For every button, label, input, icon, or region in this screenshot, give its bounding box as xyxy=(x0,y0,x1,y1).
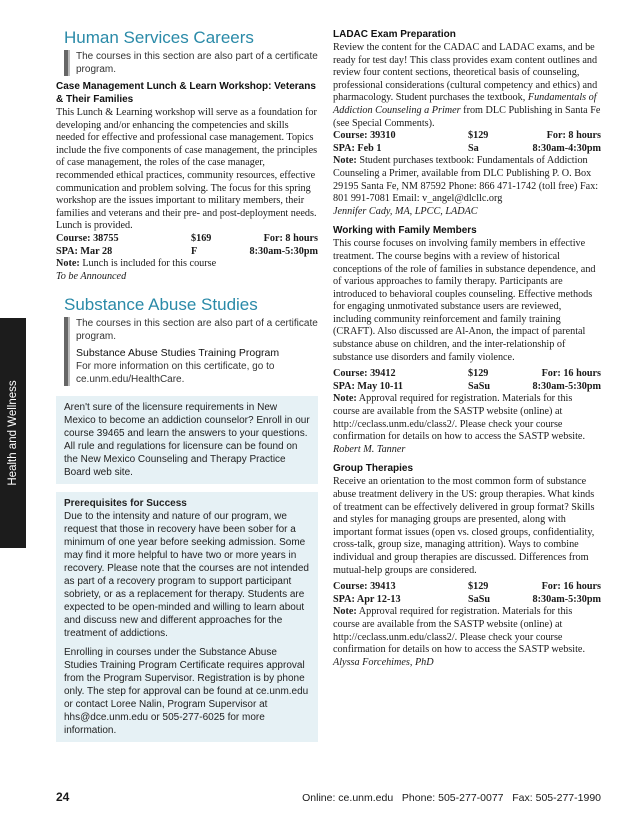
licensure-info-box xyxy=(56,396,318,484)
ladac-description xyxy=(333,42,601,130)
session-day: Sa xyxy=(468,142,479,154)
note-label: Note: xyxy=(56,258,80,270)
session-date: SPA: Mar 28 xyxy=(56,245,113,257)
ladac-description-a: Review the content for the CADAC and LADAC exams, and be ready for test day! This class provides exam content outlines and review four content sections, theoretical basis of counseling, professional considerations (cultural competency and ethics) and pharmacology. Student purchases the textbook, xyxy=(333,42,598,104)
licensure-info-text: Aren't sure of the licensure requirements in New Mexico to become an addiction counselor? Enroll in our course 39465 and learn the answers to your questions. All rule and regulations for licensure can be found on the New Mexico Counseling and Therapy Practice Board web site. xyxy=(64,402,310,479)
session-date: SPA: Apr 12-13 xyxy=(333,593,401,605)
left-column xyxy=(56,28,318,742)
prerequisites-text: Due to the intensity and nature of our program, we request that those in recovery have been sober for a minimum of one year before seeking admission. Some may find it more helpful to have two or more years in recovery. Please note that the courses are not intended as part of a recovery program to support participant sobriety, or as a replacement for therapy. Students are expected to be open-minded and willing to learn about and discuss new and different approaches for the treatment of addictions. xyxy=(64,511,309,640)
session-date: SPA: May 10-11 xyxy=(333,380,403,392)
human-services-cert-note: The courses in this section are also part of a certificate program. xyxy=(64,50,318,76)
course-number: Course: 38755 xyxy=(56,232,119,244)
case-management-spa-line xyxy=(56,246,318,259)
session-time: 8:30am-5:30pm xyxy=(532,380,601,392)
group-description: Receive an orientation to the most common form of substance abuse treatment delivery in the US: group therapies. What kinds of treatment can be effectively delivered in group format? Skills and styles for managing groups are presented, along with important format issues (open vs. closed groups, confidentiality, cross-talk, group size, managing attrition). Ways to combine individual and group therapies are discussed. Differences from mutual-help groups are considered. xyxy=(333,476,595,576)
group-instructor: Alyssa Forcehimes, PhD xyxy=(333,656,434,668)
course-price: $169 xyxy=(191,232,212,244)
page-number: 24 xyxy=(56,790,70,804)
case-management-title: Case Management Lunch & Learn Workshop: Veterans & Their Families xyxy=(56,81,316,105)
ladac-title: LADAC Exam Preparation xyxy=(333,29,456,40)
course-number: Course: 39413 xyxy=(333,581,396,593)
note-label: Note: xyxy=(333,393,357,405)
substance-abuse-cert-note xyxy=(64,317,318,386)
prerequisites-box xyxy=(56,492,318,742)
session-day: SaSu xyxy=(468,593,491,605)
course-hours: For: 8 hours xyxy=(263,232,318,244)
human-services-heading: Human Services Careers xyxy=(64,28,254,47)
substance-abuse-cert-text: The courses in this section are also part of a certificate program. xyxy=(76,318,318,343)
note-text: Approval required for registration. Materials for this course are available from the SASTP website (online) at http://ceclass.unm.edu/class2/. Please check your course confirmation for details on how to access the SASTP website. xyxy=(333,606,585,656)
right-column xyxy=(333,28,601,669)
session-time: 8:30am-4:30pm xyxy=(532,142,601,154)
ladac-course-line xyxy=(333,130,601,143)
session-date: SPA: Feb 1 xyxy=(333,142,382,154)
course-price: $129 xyxy=(468,368,489,380)
session-day: F xyxy=(191,245,198,257)
program-name: Substance Abuse Studies Training Program xyxy=(76,347,280,360)
group-spa-line xyxy=(333,594,601,607)
group-course-line xyxy=(333,581,601,594)
ladac-spa-line xyxy=(333,143,601,156)
family-course-line xyxy=(333,368,601,381)
note-text: Student purchases textbook: Fundamentals of Addiction Counseling a Primer, available from DLC Publishing P. O. Box 29195 Santa Fe, NM 87592 Phone: 866 471-1742 (toll free) Fax: 801 991-7081 Email: v_angel@dlcllc.org xyxy=(333,155,599,205)
session-time: 8:30am-5:30pm xyxy=(249,245,318,257)
family-description: This course focuses on involving family members in effective treatment. The course begins with a review of historical conceptions of the role of families in substance dependence, and of various approaches to family therapy. Participants are introduced to behavioral couples counseling. Effective methods for engaging unmotivated substance users are reviewed, including community reinforcement and family training (CRAFT). Also discussed are Al-Anon, the impact of parental substance abuse on children, and the inter-relationship of substance use disorders and family violence. xyxy=(333,238,596,363)
ladac-book-title: Fundamentals of Addiction Counseling a Primer xyxy=(333,92,597,116)
course-price: $129 xyxy=(468,581,489,593)
case-management-note xyxy=(56,258,318,271)
ladac-instructor: Jennifer Cady, MA, LPCC, LADAC xyxy=(333,205,478,217)
course-price: $129 xyxy=(468,130,489,142)
family-title: Working with Family Members xyxy=(333,225,477,237)
ladac-description-b: from DLC Publishing in Santa Fe (see Special Comments). xyxy=(333,104,601,129)
group-note xyxy=(333,606,601,656)
course-hours: For: 16 hours xyxy=(541,368,601,380)
family-note xyxy=(333,393,601,443)
case-management-course-line xyxy=(56,233,318,246)
note-text: Lunch is included for this course xyxy=(79,258,217,270)
group-title: Group Therapies xyxy=(333,463,414,475)
side-tab-label: Health and Wellness xyxy=(7,380,19,486)
session-day: SaSu xyxy=(468,380,491,392)
course-hours: For: 16 hours xyxy=(541,581,601,593)
case-management-instructor: To be Announced xyxy=(56,270,127,282)
family-instructor: Robert M. Tanner xyxy=(333,443,406,455)
ladac-note xyxy=(333,155,601,205)
course-number: Course: 39310 xyxy=(333,130,396,142)
course-number: Course: 39412 xyxy=(333,368,396,380)
family-spa-line xyxy=(333,381,601,394)
session-time: 8:30am-5:30pm xyxy=(532,593,601,605)
section-side-tab xyxy=(0,318,26,548)
substance-abuse-heading: Substance Abuse Studies xyxy=(64,295,258,315)
enrollment-text: Enrolling in courses under the Substance Abuse Studies Training Program Certificate requires approval from the Program Supervisor. Registration is by phone only. The step for approval can be found at ce.unm.edu or contact Loree Nalin, Program Supervisor at hhs@dce.unm.edu or 505-277-6025 for more information. xyxy=(64,647,309,737)
footer-contact-info: Online: ce.unm.edu Phone: 505-277-0077 Fax: 505-277-1990 xyxy=(302,792,601,804)
note-text: Approval required for registration. Materials for this course are available from the SASTP website (online) at http://ceclass.unm.edu/class2/. Please check your course confirmation for details on how to access the SASTP website. xyxy=(333,393,585,443)
case-management-description: This Lunch & Learning workshop will serve as a foundation for developing and/or enhancing the competencies and skills needed for effective and professional case management. Topics include the five components of case management, the principles of case management, the roles of the case manager, recommended ethical practices, community resources, effective communication and problem solving. The focus for this spring workshop are the issues important to military members, their families and veterans and their pre- and post-deployment needs. Lunch is provided. xyxy=(56,107,318,232)
course-hours: For: 8 hours xyxy=(546,130,601,142)
program-info: For more information on this certificate, go to ce.unm.edu/HealthCare. xyxy=(76,361,275,386)
prerequisites-title: Prerequisites for Success xyxy=(64,498,187,510)
note-label: Note: xyxy=(333,606,357,618)
note-label: Note: xyxy=(333,155,357,167)
